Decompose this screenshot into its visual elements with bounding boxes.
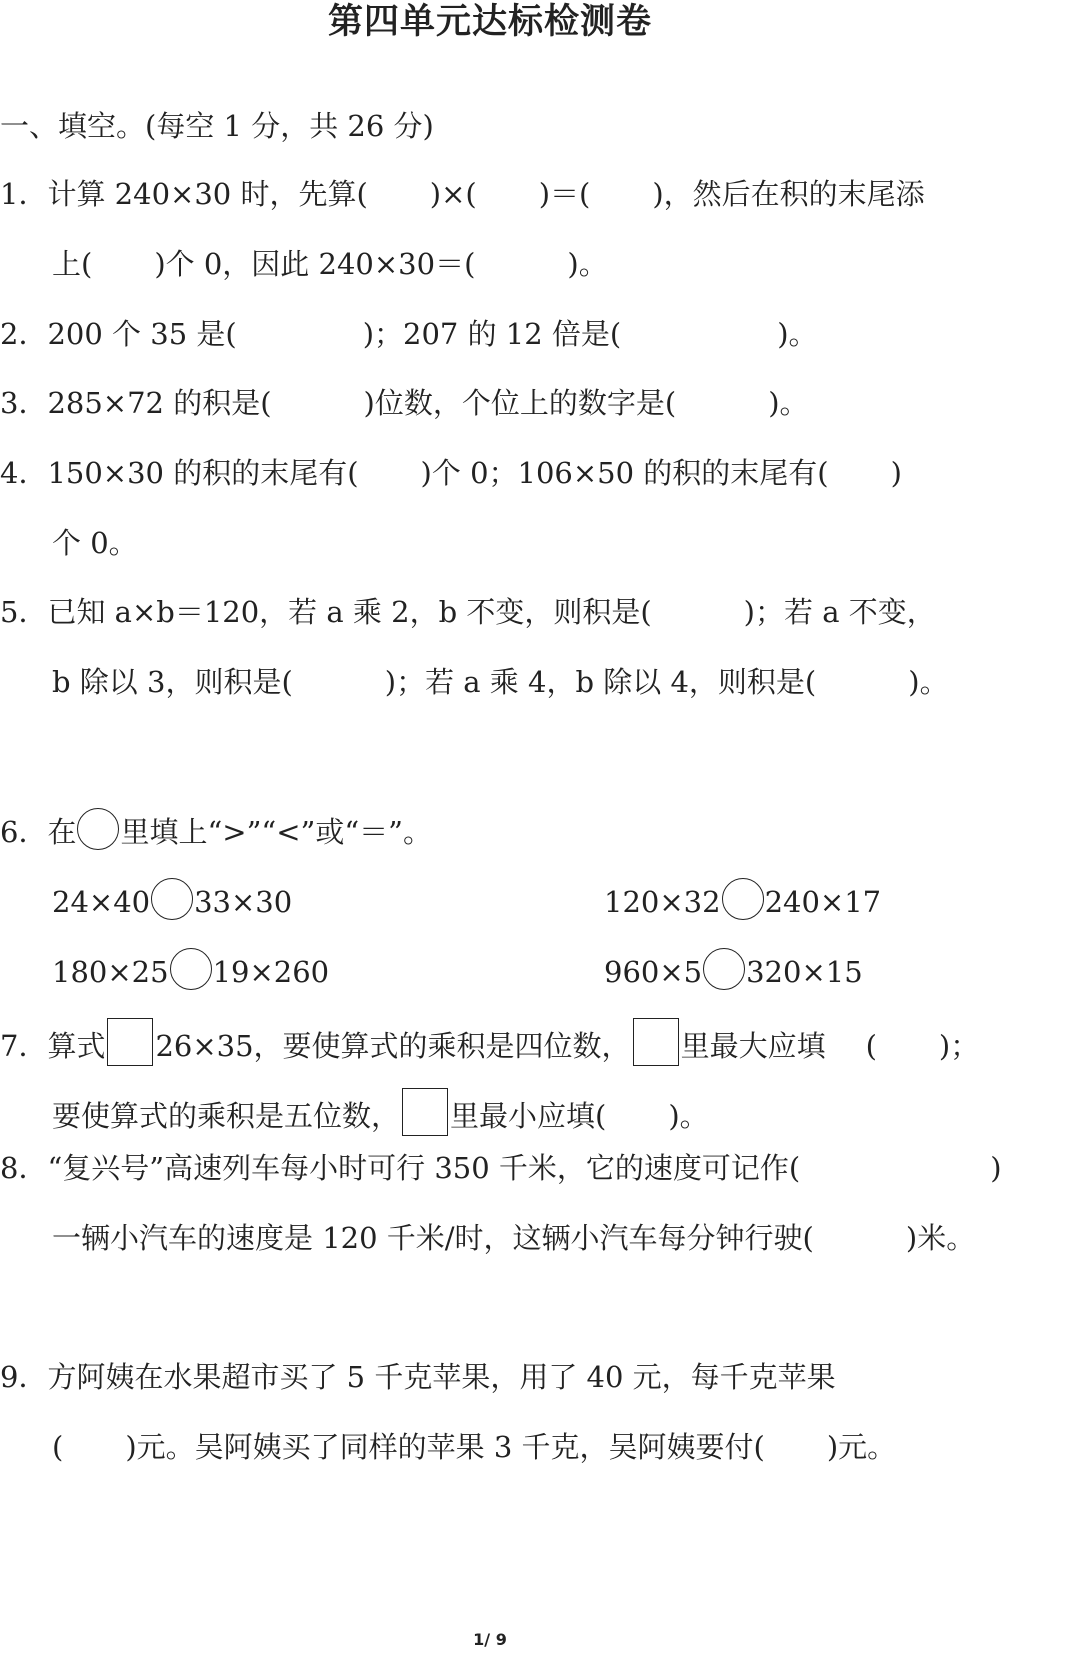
compare-circle[interactable] bbox=[722, 878, 764, 920]
question-8-line-1: 8．“复兴号”高速列车每小时可行 350 千米，它的速度可记作( ) bbox=[0, 1151, 1002, 1185]
compare-circle[interactable] bbox=[170, 948, 212, 990]
question-3: 3．285×72 的积是( )位数，个位上的数字是( )。 bbox=[0, 386, 809, 420]
question-4-line-1: 4．150×30 的积的末尾有( )个 0；106×50 的积的末尾有( ) bbox=[0, 456, 902, 490]
compare-circle[interactable] bbox=[703, 948, 745, 990]
question-1-line-2: 上( )个 0，因此 240×30＝( )。 bbox=[52, 247, 608, 281]
compare-item-2: 120×32 240×17 bbox=[604, 878, 881, 922]
page-number: 1/ 9 bbox=[473, 1630, 507, 1649]
question-7-line-2: 要使算式的乘积是五位数， 里最小应填( )。 bbox=[52, 1088, 709, 1136]
compare-item-4: 960×5 320×15 bbox=[604, 948, 863, 992]
digit-box bbox=[633, 1018, 679, 1066]
digit-box[interactable] bbox=[107, 1018, 153, 1066]
question-6: 6．在 里填上“>”“<”或“＝”。 bbox=[0, 808, 432, 852]
question-5-line-1: 5．已知 a×b＝120，若 a 乘 2，b 不变，则积是( )；若 a 不变， bbox=[0, 595, 936, 629]
question-2: 2．200 个 35 是( )；207 的 12 倍是( )。 bbox=[0, 317, 818, 351]
question-1-line-1: 1．计算 240×30 时，先算( )×( )＝( )，然后在积的末尾添 bbox=[0, 177, 925, 211]
compare-item-3: 180×25 19×260 bbox=[52, 948, 329, 992]
compare-circle[interactable] bbox=[151, 878, 193, 920]
question-4-line-2: 个 0。 bbox=[52, 526, 138, 560]
compare-circle bbox=[77, 808, 119, 850]
question-7-line-1: 7．算式 26×35，要使算式的乘积是四位数， 里最大应填 ( )； bbox=[0, 1018, 979, 1066]
digit-box bbox=[402, 1088, 448, 1136]
question-5-line-2: b 除以 3，则积是( )；若 a 乘 4，b 除以 4，则积是( )。 bbox=[52, 665, 949, 699]
question-9-line-1: 9．方阿姨在水果超市买了 5 千克苹果，用了 40 元，每千克苹果 bbox=[0, 1360, 836, 1394]
page-title: 第四单元达标检测卷 bbox=[327, 2, 652, 42]
section-heading: 一、填空。(每空 1 分，共 26 分) bbox=[0, 109, 434, 143]
compare-item-1: 24×40 33×30 bbox=[52, 878, 292, 922]
question-9-line-2: ( )元。吴阿姨买了同样的苹果 3 千克，吴阿姨要付( )元。 bbox=[52, 1430, 897, 1464]
question-8-line-2: 一辆小汽车的速度是 120 千米/时，这辆小汽车每分钟行驶( )米。 bbox=[52, 1221, 976, 1255]
